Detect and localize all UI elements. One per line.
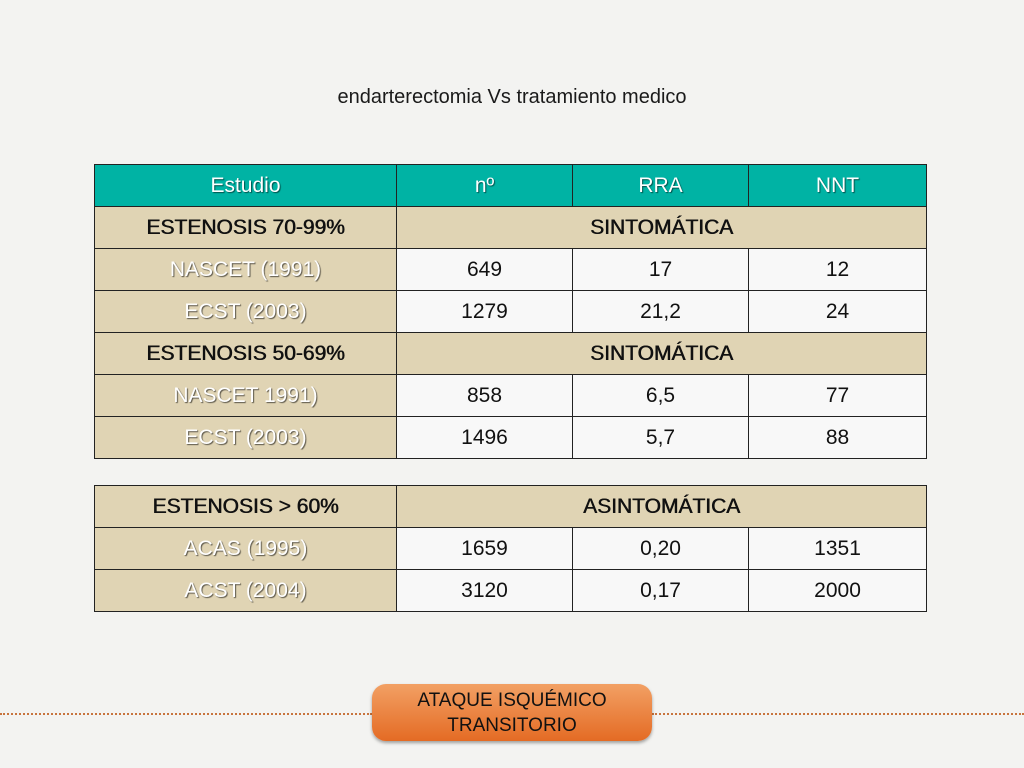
- table-row: [95, 417, 927, 459]
- section-value: SINTOMÁTICA: [397, 333, 927, 375]
- section-label: ESTENOSIS 50-69%: [95, 333, 397, 375]
- button-label-line1: ATAQUE ISQUÉMICO: [417, 689, 607, 711]
- header-estudio: Estudio: [95, 165, 397, 207]
- symptomatic-stenosis-table: [94, 164, 927, 459]
- section-value: SINTOMÁTICA: [397, 207, 927, 249]
- table-row: [95, 291, 927, 333]
- cell-nnt: 12: [749, 249, 927, 291]
- table-header-row: [95, 165, 927, 207]
- button-label-line2: TRANSITORIO: [447, 714, 577, 736]
- table-row: [95, 570, 927, 612]
- header-n: nº: [397, 165, 573, 207]
- cell-n: 1279: [397, 291, 573, 333]
- cell-rra: 0,20: [573, 528, 749, 570]
- cell-nnt: 24: [749, 291, 927, 333]
- cell-nnt: 77: [749, 375, 927, 417]
- header-nnt: NNT: [749, 165, 927, 207]
- section-value: ASINTOMÁTICA: [397, 486, 927, 528]
- cell-n: 1496: [397, 417, 573, 459]
- cell-rra: 21,2: [573, 291, 749, 333]
- table-row: [95, 528, 927, 570]
- cell-rra: 0,17: [573, 570, 749, 612]
- slide-title: endarterectomia Vs tratamiento medico: [337, 86, 687, 108]
- cell-n: 649: [397, 249, 573, 291]
- section-row: [95, 207, 927, 249]
- cell-rra: 17: [573, 249, 749, 291]
- divider-line-left: [0, 713, 372, 715]
- ataque-isquemico-button[interactable]: [372, 684, 652, 741]
- asymptomatic-stenosis-table: [94, 485, 927, 612]
- divider-line-right: [652, 713, 1024, 715]
- study-name: ACAS (1995): [95, 528, 397, 570]
- cell-nnt: 88: [749, 417, 927, 459]
- cell-n: 3120: [397, 570, 573, 612]
- section-label: ESTENOSIS > 60%: [95, 486, 397, 528]
- cell-rra: 6,5: [573, 375, 749, 417]
- table-row: [95, 375, 927, 417]
- header-rra: RRA: [573, 165, 749, 207]
- study-name: NASCET 1991): [95, 375, 397, 417]
- section-row: [95, 333, 927, 375]
- section-row: [95, 486, 927, 528]
- study-name: ACST (2004): [95, 570, 397, 612]
- cell-rra: 5,7: [573, 417, 749, 459]
- cell-n: 858: [397, 375, 573, 417]
- table-row: [95, 249, 927, 291]
- study-name: NASCET (1991): [95, 249, 397, 291]
- cell-nnt: 2000: [749, 570, 927, 612]
- study-name: ECST (2003): [95, 417, 397, 459]
- cell-n: 1659: [397, 528, 573, 570]
- section-label: ESTENOSIS 70-99%: [95, 207, 397, 249]
- cell-nnt: 1351: [749, 528, 927, 570]
- study-name: ECST (2003): [95, 291, 397, 333]
